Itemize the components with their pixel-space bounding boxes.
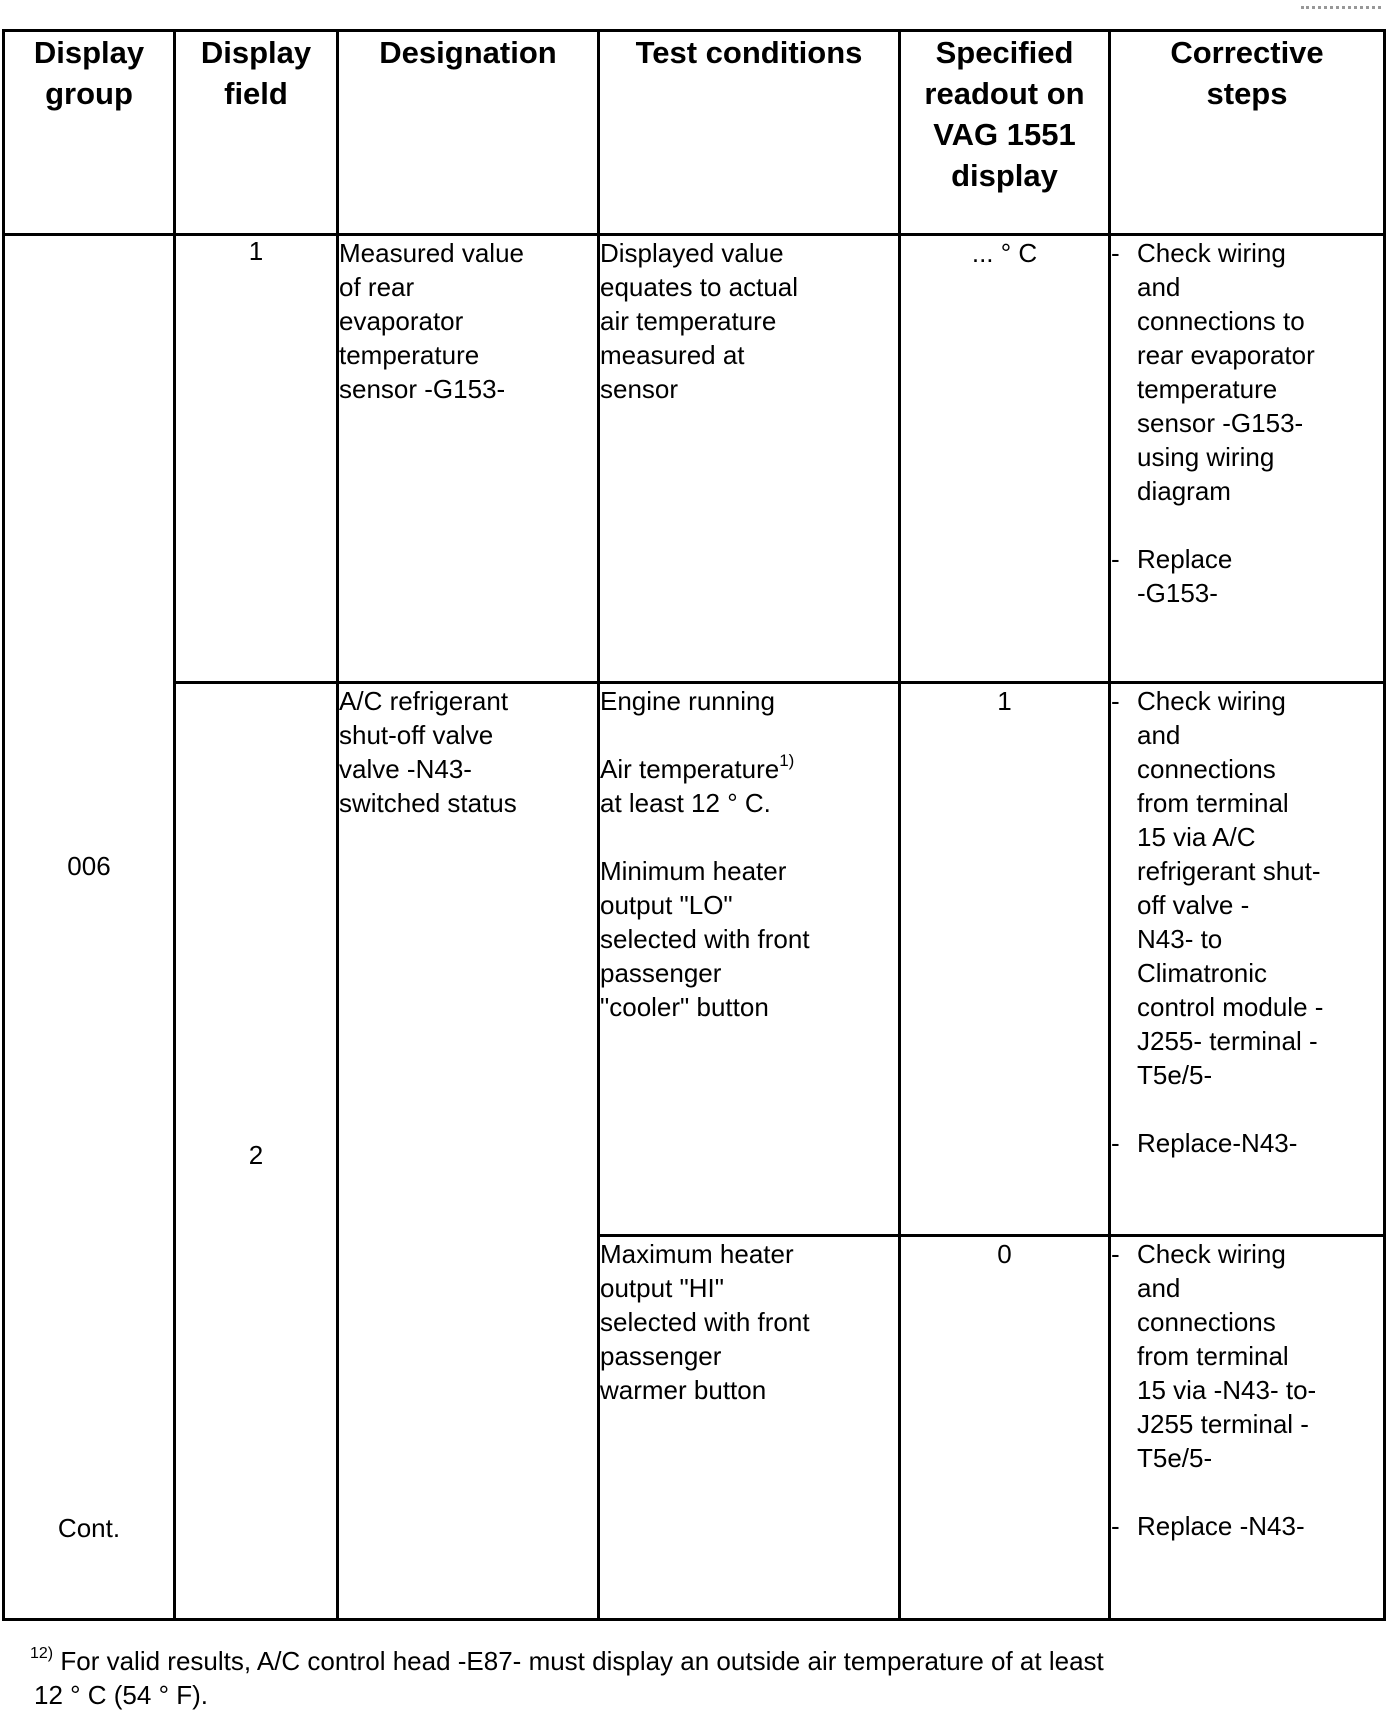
list-item: - Replace-N43- <box>1111 1128 1298 1158</box>
table-row <box>4 683 1385 1236</box>
header-display-field: Display field <box>175 31 338 235</box>
display-group-cont: Cont. <box>57 1513 121 1543</box>
list-item: - Check wiring and connections to rear evaporator temperature sensor -G153- using wiring diagram <box>1111 238 1315 506</box>
list-item: - Check wiring and connections from terminal 15 via -N43- to- J255 terminal - T5e/5- <box>1111 1239 1317 1473</box>
header-specified-readout: Specified readout on VAG 1551 display <box>900 31 1110 235</box>
list-item: - Replace -G153- <box>1111 544 1233 608</box>
table-row <box>4 235 1385 683</box>
readout-cell: ... ° C <box>900 235 1110 683</box>
diagnostic-table <box>2 29 1386 1621</box>
designation-cell: A/C refrigerant shut-off valve valve -N43- switched status <box>338 683 599 1620</box>
list-item: - Check wiring and connections from terminal 15 via A/C refrigerant shut- off valve - N43- to Climatronic control module - J255- terminal - T5e/5- <box>1111 686 1324 1090</box>
test-conditions-cell: Engine running Air temperature$^{1)}$ at least 12 ° C. Minimum heater output "LO" selected with front passenger "cooler" button <box>599 683 900 1236</box>
table-header-row <box>4 31 1385 235</box>
display-group-value: 006 <box>67 851 111 881</box>
footnote: $^{12)}$ For valid results, A/C control head -E87- must display an outside air temperature of at least 12 ° C (54 ° F). <box>30 1645 1104 1710</box>
display-group-cell <box>4 235 175 1620</box>
corner-mark <box>1301 6 1381 19</box>
corrective-steps-cell <box>1110 235 1385 683</box>
readout-cell: 0 <box>900 1236 1110 1620</box>
header-display-group: Display group <box>4 31 175 235</box>
test-conditions-cell: Displayed value equates to actual air temperature measured at sensor <box>599 235 900 683</box>
designation-cell: Measured value of rear evaporator temperature sensor -G153- <box>338 235 599 683</box>
footnote-marker: 12) <box>30 1645 54 1662</box>
header-corrective-steps: Corrective steps <box>1110 31 1385 235</box>
list-item: - Replace -N43- <box>1111 1511 1305 1541</box>
readout-cell: 1 <box>900 683 1110 1236</box>
header-test-conditions: Test conditions <box>599 31 900 235</box>
corrective-steps-cell <box>1110 1236 1385 1620</box>
display-field-cell: 1 <box>175 235 338 683</box>
corrective-steps-cell <box>1110 683 1385 1236</box>
display-field-cell: 2 <box>175 683 338 1620</box>
footnote-ref: 1) <box>779 751 795 770</box>
test-conditions-cell: Maximum heater output "HI" selected with front passenger warmer button <box>599 1236 900 1620</box>
header-designation: Designation <box>338 31 599 235</box>
